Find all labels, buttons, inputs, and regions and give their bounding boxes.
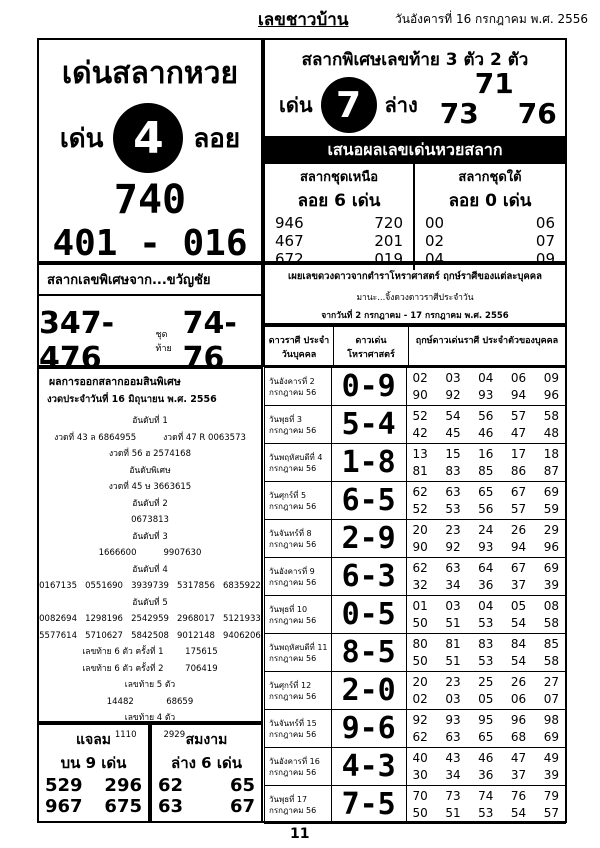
top-right-title: สลากพิเศษเลขท้าย 3 ตัว 2 ตัว (301, 50, 529, 70)
lucky-number: 58 (543, 653, 559, 668)
row-month: กรกฎาคม 56 (269, 425, 317, 435)
row-star-number: 2-0 (331, 672, 406, 710)
row-date (265, 596, 332, 634)
lucky-number: 92 (412, 712, 428, 727)
lucky-number: 39 (543, 577, 559, 592)
result-line: 0167135 0551690 3939739 5317856 6835922 (39, 581, 261, 591)
lucky-number: 39 (543, 767, 559, 782)
lucky-number: 83 (478, 636, 494, 651)
lucky-number: 96 (510, 712, 527, 727)
row-day: วันจันทร์ที่ 8 (269, 528, 312, 538)
lucky-number: 15 (445, 446, 461, 461)
lucky-number: 64 (478, 560, 494, 575)
lucky-number: 63 (445, 484, 461, 499)
row-day: วันพุธที่ 17 (269, 794, 308, 804)
horoscope-sub: มานะ...จิ้งดวงดาวราศีประจำวัน (356, 293, 474, 303)
lucky-number: 63 (445, 729, 461, 744)
row-month: กรกฎาคม 56 (269, 729, 317, 739)
lucky-number: 05 (510, 598, 527, 613)
lucky-number: 56 (478, 501, 494, 516)
row-day: วันอังคารที่ 16 (269, 756, 320, 766)
row-date (265, 406, 332, 444)
lucky-number: 69 (543, 729, 559, 744)
col-head-day: ดาวราศี ประจำวันบุคคล (265, 327, 334, 365)
lucky-number: 58 (543, 615, 559, 630)
result-line: 14482 68659 (106, 696, 194, 707)
horoscope-header (263, 263, 567, 325)
north-cell: 720 (374, 214, 403, 232)
lucky-number: 57 (510, 408, 527, 423)
den-label: เด่น (59, 123, 104, 154)
top-right-n1: 71 (474, 67, 514, 100)
north-cell: 467 (275, 232, 304, 250)
horoscope-row (265, 406, 566, 444)
lucky-number: 06 (510, 691, 527, 706)
lucky-number: 20 (412, 522, 428, 537)
lucky-number: 34 (445, 767, 461, 782)
den-circle: 4 (113, 103, 183, 173)
lucky-number: 25 (478, 674, 494, 689)
lucky-number: 57 (543, 805, 559, 820)
row-star-number: 0-9 (331, 368, 406, 406)
loi-label: ลอย (193, 123, 241, 154)
row-date (265, 634, 332, 672)
row-star-number: 6-3 (331, 558, 406, 596)
row-month: กรกฎาคม 56 (269, 463, 317, 473)
br-cell: 65 (229, 775, 255, 796)
south-cell: 06 (535, 214, 555, 232)
bottom-left-sub: บน 9 เด่น (60, 754, 127, 772)
row-star-number: 0-5 (331, 596, 406, 634)
lucky-number: 03 (445, 691, 461, 706)
lucky-number: 04 (478, 370, 494, 385)
row-date (265, 368, 332, 406)
north-title: สลากชุดเหนือ (299, 170, 379, 185)
br-cell: 62 (158, 775, 184, 796)
horoscope-row (265, 786, 566, 824)
lucky-number: 47 (510, 425, 527, 440)
row-month: กรกฎาคม 56 (269, 653, 317, 663)
row-lucky-numbers (406, 596, 565, 634)
row-month: กรกฎาคม 56 (269, 767, 317, 777)
top-right-n3: 76 (517, 97, 557, 130)
lucky-number: 04 (478, 598, 494, 613)
row-date (265, 444, 332, 482)
lucky-number: 32 (412, 577, 428, 592)
lucky-number: 69 (543, 560, 559, 575)
lucky-number: 30 (412, 767, 428, 782)
results-lines (39, 413, 261, 743)
lucky-number: 07 (543, 691, 559, 706)
lucky-number: 47 (510, 750, 527, 765)
bottom-left-box (37, 723, 150, 823)
lucky-number: 58 (543, 408, 559, 423)
col-head-lucky: ฤกษ์ดาวเด่นราศี ประจำตัวของบุคคล (415, 336, 559, 346)
page-number: 11 (290, 826, 310, 842)
bottom-left-title: แจลม (75, 732, 112, 748)
row-day: วันศุกร์ที่ 5 (269, 490, 307, 500)
result-line: 1110 2929 (114, 729, 186, 740)
row-lucky-numbers (406, 444, 565, 482)
lucky-number: 86 (510, 463, 527, 478)
row-star-number: 4-3 (331, 748, 406, 786)
row-day: วันจันทร์ที่ 15 (269, 718, 317, 728)
horoscope-row (265, 634, 566, 672)
result-line: งวดที่ 43 ล 6864955 งวดที่ 47 R 0063573 (54, 432, 246, 443)
special-num: 347-476 (39, 306, 115, 376)
lucky-number: 68 (510, 729, 527, 744)
lucky-number: 54 (445, 408, 461, 423)
offer-box (263, 162, 567, 268)
lucky-number: 03 (445, 598, 461, 613)
lucky-number: 94 (510, 387, 527, 402)
lucky-number: 03 (445, 370, 461, 385)
row-month: กรกฎาคม 56 (269, 805, 317, 815)
lucky-number: 63 (445, 560, 461, 575)
top-left-num2: 401 - 016 (52, 223, 248, 264)
lucky-number: 62 (412, 729, 428, 744)
row-date (265, 786, 332, 824)
south-sub: ลอย 0 เด่น (448, 191, 532, 211)
lucky-number: 54 (510, 653, 527, 668)
horoscope-row (265, 558, 566, 596)
bl-cell: 296 (104, 775, 142, 796)
lucky-number: 62 (412, 484, 428, 499)
lucky-number: 87 (543, 463, 559, 478)
top-right-den-label: เด่น (279, 93, 313, 117)
row-lucky-numbers (406, 520, 565, 558)
lucky-number: 51 (445, 653, 461, 668)
result-line: งวดที่ 45 ษ 3663615 (108, 482, 192, 492)
south-cell: 00 (425, 214, 445, 232)
lucky-number: 54 (510, 805, 527, 820)
row-star-number: 1-8 (331, 444, 406, 482)
bl-cell: 529 (45, 775, 83, 796)
lucky-number: 20 (412, 674, 428, 689)
lucky-number: 51 (445, 615, 461, 630)
col-head-star: ดาวเด่น โหราศาสตร์ (334, 327, 409, 365)
lucky-number: 65 (478, 729, 494, 744)
results-title: ผลการออกสลากออมสินพิเศษ (49, 376, 181, 388)
lucky-number: 54 (510, 615, 527, 630)
lucky-number: 05 (478, 691, 494, 706)
lucky-number: 29 (543, 522, 559, 537)
lucky-number: 37 (510, 767, 527, 782)
lucky-number: 36 (478, 577, 494, 592)
row-date (265, 520, 332, 558)
horoscope-title: เผยเลขดวงดาวจากตำราโหราศาสตร์ ฤกษ์ราศีของแต่ละบุคคล (288, 271, 542, 282)
row-day: วันพุธที่ 10 (269, 604, 308, 614)
lucky-number: 26 (510, 522, 527, 537)
lucky-number: 53 (478, 615, 494, 630)
north-cell: 019 (374, 250, 403, 268)
result-line: เลขท้าย 4 ตัว (124, 713, 176, 723)
bl-cell: 675 (104, 796, 142, 817)
result-line: 0673813 (131, 515, 169, 525)
lucky-number: 80 (412, 636, 428, 651)
lucky-number: 46 (478, 425, 494, 440)
south-title: สลากชุดใต้ (458, 170, 522, 185)
bottom-right-title: สมงาม (185, 732, 228, 748)
south-cell: 09 (535, 250, 555, 268)
row-day: วันพฤหัสบดีที่ 4 (269, 452, 323, 462)
lucky-number: 08 (543, 598, 559, 613)
lucky-number: 13 (412, 446, 428, 461)
lucky-number: 90 (412, 387, 428, 402)
row-day: วันพฤหัสบดีที่ 11 (269, 642, 328, 652)
result-line: อันดับพิเศษ (129, 465, 171, 476)
horoscope-row (265, 710, 566, 748)
row-month: กรกฎาคม 56 (269, 539, 317, 549)
special-tail: 74-76 (182, 306, 237, 376)
lucky-number: 50 (412, 805, 428, 820)
south-cell: 04 (425, 250, 445, 268)
horoscope-colhead (263, 325, 567, 367)
lucky-number: 16 (478, 446, 494, 461)
south-cell: 07 (535, 232, 555, 250)
horoscope-range: จากวันที่ 2 กรกฎาคม - 17 กรกฎาคม พ.ศ. 2556 (321, 311, 509, 321)
result-line: เลขท้าย 6 ตัว ครั้งที่ 2 706419 (82, 663, 218, 674)
row-month: กรกฎาคม 56 (269, 387, 317, 397)
lucky-number: 06 (510, 370, 527, 385)
horoscope-row (265, 672, 566, 710)
top-left-num1: 740 (113, 177, 187, 223)
row-month: กรกฎาคม 56 (269, 501, 317, 511)
horoscope-table (264, 367, 566, 824)
lucky-number: 83 (445, 463, 461, 478)
br-cell: 67 (229, 796, 255, 817)
lucky-number: 93 (478, 539, 494, 554)
lucky-number: 46 (478, 750, 494, 765)
horoscope-row (265, 596, 566, 634)
lucky-number: 81 (445, 636, 461, 651)
bl-cell: 967 (45, 796, 83, 817)
lucky-number: 18 (543, 446, 559, 461)
special-tail-label: ชุดท้าย (155, 330, 172, 354)
row-lucky-numbers (406, 368, 565, 406)
special-title: สลากเลขพิเศษจาก...ขวัญชัย (39, 265, 261, 296)
lucky-number: 24 (478, 522, 494, 537)
row-day: วันพุธที่ 3 (269, 414, 303, 424)
bottom-right-box (150, 723, 263, 823)
lucky-number: 36 (478, 767, 494, 782)
lucky-number: 27 (543, 674, 559, 689)
south-cell: 02 (425, 232, 445, 250)
top-right-den-circle: 7 (321, 77, 377, 133)
horoscope-row (265, 368, 566, 406)
result-line: อันดับที่ 3 (132, 531, 168, 542)
lucky-number: 96 (543, 387, 559, 402)
br-cell: 63 (158, 796, 184, 817)
lucky-number: 92 (445, 387, 461, 402)
result-line: อันดับที่ 2 (132, 498, 168, 509)
offer-banner: เสนอผลเลขเด่นหวยสลาก (263, 138, 567, 162)
lucky-number: 23 (445, 522, 461, 537)
lucky-number: 42 (412, 425, 428, 440)
lucky-number: 67 (510, 560, 527, 575)
result-line: งวดที่ 56 ฮ 2574168 (108, 449, 191, 459)
lucky-number: 53 (445, 501, 461, 516)
lucky-number: 01 (412, 598, 428, 613)
top-left-title: เด่นสลากหวย (61, 56, 239, 91)
row-star-number: 7-5 (331, 786, 406, 824)
top-right-box (263, 38, 567, 138)
lucky-number: 40 (412, 750, 428, 765)
top-left-box (37, 38, 263, 263)
lucky-number: 09 (543, 370, 559, 385)
lucky-number: 50 (412, 615, 428, 630)
lucky-number: 57 (510, 501, 527, 516)
lucky-number: 49 (543, 750, 559, 765)
lucky-number: 45 (445, 425, 461, 440)
lucky-number: 94 (510, 539, 527, 554)
row-lucky-numbers (406, 710, 565, 748)
lucky-number: 74 (478, 788, 494, 803)
lucky-number: 34 (445, 577, 461, 592)
north-sub: ลอย 6 เด่น (297, 191, 381, 211)
lucky-number: 85 (478, 463, 494, 478)
special-box (37, 263, 263, 376)
lucky-number: 02 (412, 691, 428, 706)
lucky-number: 79 (543, 788, 559, 803)
horoscope-row (265, 520, 566, 558)
result-line: 5577614 5710627 5842508 9012148 9406206 (39, 630, 261, 641)
results-sub: งวดประจำวันที่ 16 มิถุนายน พ.ศ. 2556 (47, 394, 217, 405)
top-right-lang-label: ล่าง (384, 93, 418, 117)
lucky-number: 65 (478, 484, 494, 499)
lucky-number: 67 (510, 484, 527, 499)
top-right-n2: 73 (439, 97, 479, 130)
row-month: กรกฎาคม 56 (269, 577, 317, 587)
lucky-number: 17 (510, 446, 527, 461)
row-day: วันอังคารที่ 9 (269, 566, 315, 576)
lucky-number: 52 (412, 408, 428, 423)
lucky-number: 62 (412, 560, 428, 575)
lucky-number: 70 (412, 788, 428, 803)
lucky-number: 90 (412, 539, 428, 554)
result-line: 0082694 1298196 2542959 2968017 5121933 (39, 614, 261, 624)
row-lucky-numbers (406, 748, 565, 786)
lucky-number: 48 (543, 425, 559, 440)
lucky-number: 92 (445, 539, 461, 554)
lucky-number: 43 (445, 750, 461, 765)
row-date (265, 748, 332, 786)
row-star-number: 8-5 (331, 634, 406, 672)
horoscope-row (265, 482, 566, 520)
result-line: เลขท้าย 5 ตัว (124, 680, 176, 690)
lucky-number: 73 (445, 788, 461, 803)
lucky-number: 23 (445, 674, 461, 689)
row-lucky-numbers (406, 406, 565, 444)
north-cell: 672 (275, 250, 304, 268)
row-star-number: 9-6 (331, 710, 406, 748)
row-date (265, 482, 332, 520)
lucky-number: 81 (412, 463, 428, 478)
lucky-number: 93 (445, 712, 461, 727)
row-day: วันอังคารที่ 2 (269, 376, 315, 386)
row-star-number: 6-5 (331, 482, 406, 520)
row-month: กรกฎาคม 56 (269, 615, 317, 625)
result-line: 1666600 9907630 (98, 548, 202, 558)
row-date (265, 672, 332, 710)
lucky-number: 51 (445, 805, 461, 820)
lucky-number: 37 (510, 577, 527, 592)
lucky-number: 59 (543, 501, 559, 516)
lucky-number: 53 (478, 653, 494, 668)
row-lucky-numbers (406, 482, 565, 520)
row-star-number: 2-9 (331, 520, 406, 558)
horoscope-row (265, 444, 566, 482)
row-month: กรกฎาคม 56 (269, 691, 317, 701)
north-cell: 946 (275, 214, 304, 232)
north-cell: 201 (374, 232, 403, 250)
result-line: เลขท้าย 6 ตัว ครั้งที่ 1 175615 (82, 647, 218, 657)
lucky-number: 53 (478, 805, 494, 820)
row-lucky-numbers (406, 672, 565, 710)
lucky-number: 69 (543, 484, 559, 499)
result-line: อันดับที่ 4 (132, 564, 168, 575)
row-day: วันศุกร์ที่ 12 (269, 680, 312, 690)
horoscope-row (265, 748, 566, 786)
row-date (265, 710, 332, 748)
issue-date: วันอังคารที่ 16 กรกฎาคม พ.ศ. 2556 (395, 12, 589, 26)
brand-title: เลขชาวบ้าน (258, 10, 349, 30)
lucky-number: 52 (412, 501, 428, 516)
lucky-number: 98 (543, 712, 559, 727)
row-lucky-numbers (406, 558, 565, 596)
lucky-number: 50 (412, 653, 428, 668)
lucky-number: 84 (510, 636, 527, 651)
row-date (265, 558, 332, 596)
row-star-number: 5-4 (331, 406, 406, 444)
lucky-number: 95 (478, 712, 494, 727)
lucky-number: 26 (510, 674, 527, 689)
lucky-number: 76 (510, 788, 527, 803)
row-lucky-numbers (406, 786, 565, 824)
lucky-number: 93 (478, 387, 494, 402)
lucky-number: 85 (543, 636, 559, 651)
lucky-number: 02 (412, 370, 428, 385)
lucky-number: 56 (478, 408, 494, 423)
result-line: อันดับที่ 1 (132, 416, 168, 426)
bottom-right-sub: ล่าง 6 เด่น (171, 754, 242, 772)
row-lucky-numbers (406, 634, 565, 672)
lucky-number: 96 (543, 539, 559, 554)
result-line: อันดับที่ 5 (132, 597, 168, 608)
